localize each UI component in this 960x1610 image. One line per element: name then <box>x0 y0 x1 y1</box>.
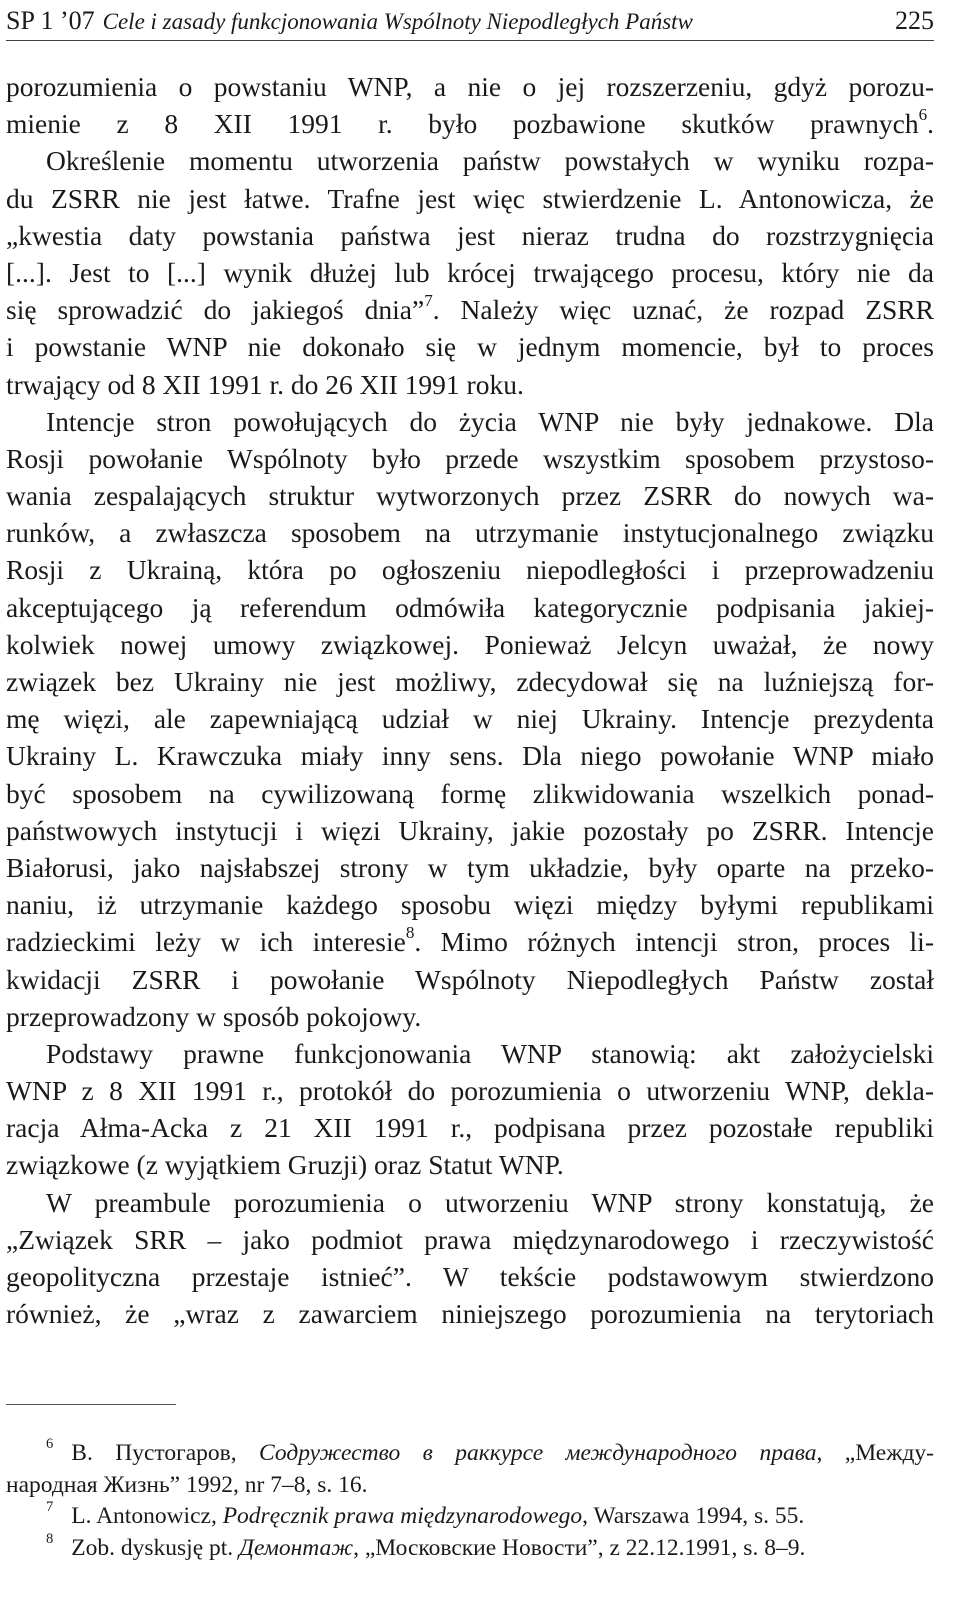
text-line: związek bez Ukrainy nie jest możliwy, zdecydował się na luźniejszą for- <box>6 666 934 697</box>
text-line: Rosji powołanie Wspólnoty było przede wszystkim sposobem przystoso- <box>6 442 934 474</box>
text-line: być sposobem na cywilizowaną formę zlikwidowania wszelkich ponad- <box>6 777 934 809</box>
text-line: mę więzi, ale zapewniającą udział w niej Ukrainy. Intencje prezydenta <box>6 703 934 735</box>
header-rule <box>6 40 934 41</box>
text-line: się sprowadzić do jakiegoś dnia”$^7$. Należy więc uznać, że rozpad ZSRR <box>6 291 934 326</box>
text-line: Ukrainy L. Krawczuka miały inny sens. Dla niego powołanie WNP miało <box>6 740 934 772</box>
footnote-7: $^7$ L. Antonowicz, Podręcznik prawa międzynarodowego, Warszawa 1994, s. 55. <box>46 1499 805 1529</box>
text-line: naniu, iż utrzymanie każdego sposobu więzi między byłymi republikami <box>6 889 934 921</box>
footnotes <box>6 1438 934 1564</box>
chapter-title: Cele i zasady funkcjonowania Wspólnoty Niepodległych Państw <box>102 9 693 34</box>
text-line: Określenie momentu utworzenia państw powstałych w wyniku rozpa- <box>46 145 934 177</box>
running-head-left <box>6 4 693 39</box>
text-line: geopolityczna przestaje istnieć”. W tekście podstawowym stwierdzono <box>6 1261 934 1292</box>
page-number: 225 <box>895 6 934 35</box>
footnote-number: 6 <box>46 1436 54 1453</box>
text-line: Podstawy prawne funkcjonowania WNP stanowią: akt założycielski <box>46 1037 934 1069</box>
footnote-ref-6[interactable]: 6 <box>918 105 928 125</box>
text-line: Rosji z Ukrainą, która po ogłoszeniu niepodległości i przeprowadzeniu <box>6 554 934 586</box>
text-line: wania zespalających struktur wytworzonych przez ZSRR do nowych wa- <box>6 480 934 512</box>
text-line: Białorusi, jako najsłabszej strony w tym układzie, były oparte na przeko- <box>6 851 934 883</box>
running-head <box>6 4 934 38</box>
journal-sigla: SP 1 ’07 <box>6 6 95 35</box>
footnote-number: 8 <box>46 1530 54 1547</box>
body-text <box>6 68 934 1332</box>
footnote-number: 7 <box>46 1499 54 1516</box>
text-line: przeprowadzony w sposób pokojowy. <box>6 1000 422 1032</box>
text-line: Intencje stron powołujących do życia WNP nie były jednakowe. Dla <box>46 405 934 437</box>
cited-title: Podręcznik prawa międzynarodowego <box>222 1503 583 1529</box>
text-line: radzieckimi leży w ich interesie$^8$. Mimo różnych intencji stron, proces li- <box>6 923 934 958</box>
text-line: trwający od 8 XII 1991 r. do 26 XII 1991 roku. <box>6 368 524 400</box>
cited-title: Содружество в раккурсе международного права <box>259 1440 817 1466</box>
text-line: W preambule porozumienia o utworzeniu WNP strony konstatują, że <box>46 1186 934 1218</box>
text-line: związkowe (z wyjątkiem Gruzji) oraz Statut WNP. <box>6 1149 564 1181</box>
text-line: racja Ałma-Acka z 21 XII 1991 r., podpisana przez pozostałe republiki <box>6 1112 934 1144</box>
text-line: [...]. Jest to [...] wynik dłużej lub krócej trwającego procesu, który nie da <box>6 256 934 288</box>
footnote-ref-8[interactable]: 8 <box>405 923 415 943</box>
text-line: akceptującego ją referendum odmówiła kategorycznie podpisania jakiej- <box>6 591 934 623</box>
text-line: i powstanie WNP nie dokonało się w jednym momencie, był to proces <box>6 331 934 363</box>
text-line: runków, a zwłaszcza sposobem na utrzymanie instytucjonalnego związku <box>6 517 934 549</box>
text-line: państwowych instytucji i więzi Ukrainy, jakie pozostały po ZSRR. Intencje <box>6 814 934 846</box>
footnote-rule <box>6 1404 176 1405</box>
text-line: również, że „wraz z zawarciem niniejszego porozumienia na terytoriach <box>6 1298 934 1330</box>
footnote-8: $^8$ Zob. dyskusję pt. Демонтаж, „Московские Новости”, z 22.12.1991, s. 8–9. <box>46 1530 806 1561</box>
text-line: „Związek SRR – jako podmiot prawa międzynarodowego i rzeczywistość <box>6 1223 934 1255</box>
text-line: du ZSRR nie jest łatwe. Trafne jest więc stwierdzenie L. Antonowicza, że <box>6 182 934 214</box>
footnote-ref-7[interactable]: 7 <box>424 291 433 311</box>
text-line: kwidacji ZSRR i powołanie Wspólnoty Niepodległych Państw został <box>6 963 934 995</box>
text-line: „kwestia daty powstania państwa jest nieraz trudna do rozstrzygnięcia <box>6 219 934 251</box>
text-line: mienie z 8 XII 1991 r. było pozbawione skutków prawnych$^6$. <box>6 105 934 140</box>
cited-title: Демонтаж <box>239 1534 354 1561</box>
text-line: kolwiek nowej umowy związkowej. Ponieważ Jelcyn uważał, że nowy <box>6 628 934 660</box>
footnote-6: $^6$ В. Пустогаров, Содружество в раккурсе международного права, „Между- <box>46 1436 934 1466</box>
text-line: WNP z 8 XII 1991 r., protokół do porozumienia o utworzeniu WNP, dekla- <box>6 1075 934 1107</box>
footnote-6-cont: народная Жизнь” 1992, nr 7–8, s. 16. <box>6 1471 368 1498</box>
text-line: porozumienia o powstaniu WNP, a nie o jej rozszerzeniu, gdyż porozu- <box>6 71 934 102</box>
